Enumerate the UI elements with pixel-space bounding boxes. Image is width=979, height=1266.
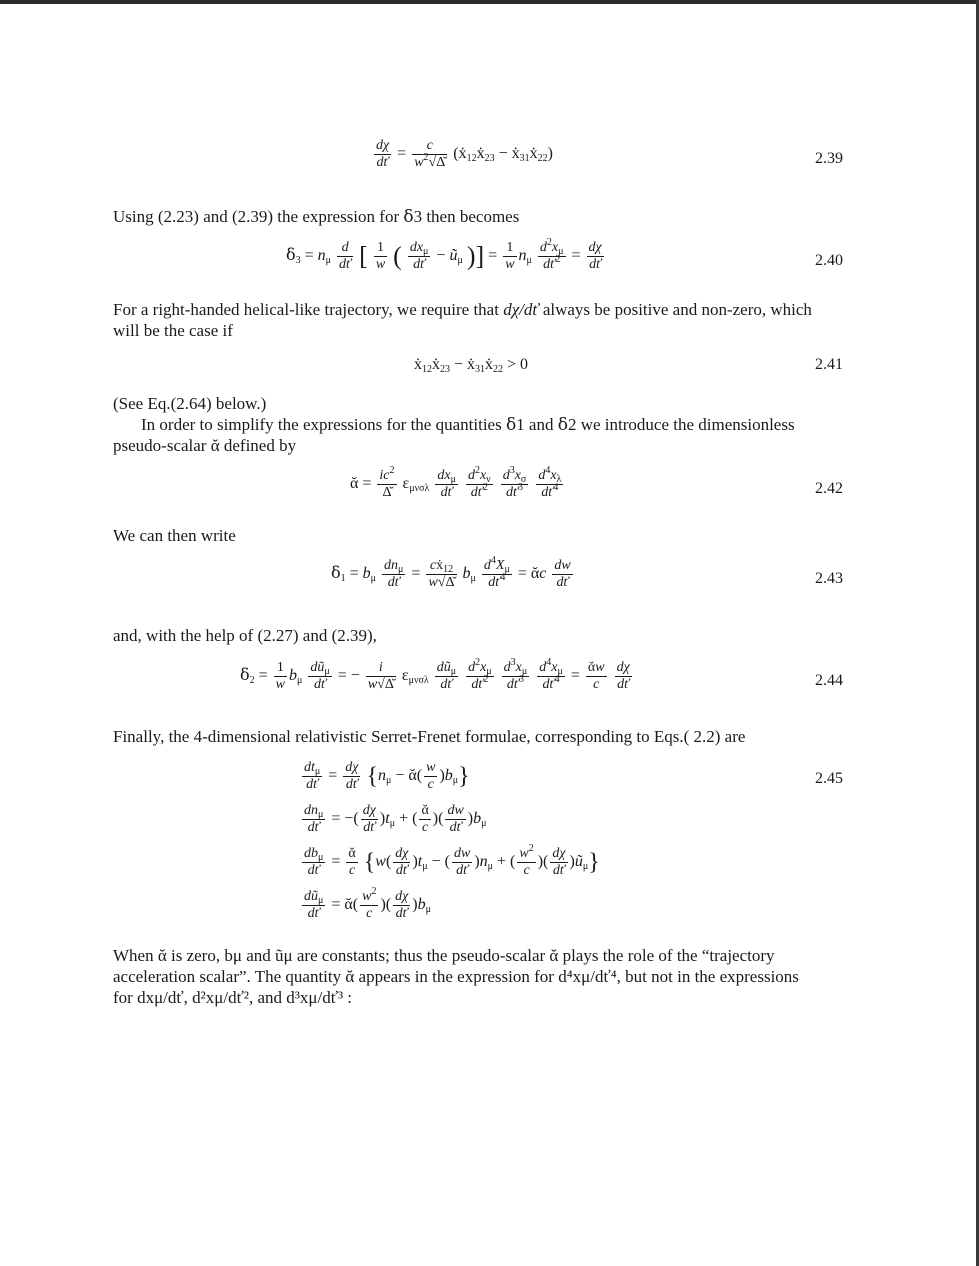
paragraph-using: Using (2.23) and (2.39) the expression for ẟ3 then becomes [113, 207, 520, 226]
paragraph-helical-line-1: For a right-handed helical-like trajectory, we require that dχ/dť always be positive and non-zero, which [113, 300, 812, 319]
paragraph-finally: Finally, the 4-dimensional relativistic Serret-Frenet formulae, corresponding to Eqs.( 2.2) are [113, 727, 746, 746]
equation-2-45-line-2: $\frac{dn_\mu}{dť}$ = −( $\frac{d\chi}{dť}$ )$t_\mu$ + ( $\frac{\text{ᾰ}}{c}$ )( $\frac{dw}{dť}$ )$b_\mu$ [304, 803, 487, 835]
paragraph-we-can: We can then write [113, 526, 236, 545]
paragraph-helical-line-2: will be the case if [113, 321, 233, 340]
paragraph-when-line-2: acceleration scalar”. The quantity ᾰ appears in the expression for d⁴xμ/dť⁴, but not in the expressions [113, 967, 799, 986]
paragraph-simplify-line-2: pseudo-scalar ᾰ defined by [113, 436, 297, 455]
equation-2-39: $\frac{d\chi}{dť}$ = $\frac{c}{w^2√\Deltă}$ (ẋ$_{12}$ẋ$_{23}$ − ẋ$_{31}$ẋ$_{22}$) [376, 138, 553, 170]
scan-top-edge [0, 0, 979, 4]
equation-number-2-42: 2.42 [815, 480, 843, 497]
equation-number-2-39: 2.39 [815, 150, 843, 167]
equation-number-2-45: 2.45 [815, 770, 843, 787]
equation-2-42: ᾰ = $\frac{ic^2}{\Deltă}$ $\varepsilon_{\mu\nu\sigma\lambda}$ $\frac{dx_\mu}{dť}$ $\frac{d^2x_\nu}{dť^2}$ $\frac{d^3x_\sigma}{dť^3}$ $\frac{d^4x_\lambda}{dť^4}$ [350, 465, 562, 500]
equation-number-2-44: 2.44 [815, 672, 843, 689]
paragraph-simplify-line-1: In order to simplify the expressions for the quantities ẟ1 and ẟ2 we introduce the dimensionless [141, 415, 795, 434]
equation-2-44: ẟ$_2$ = $\frac{1}{w}$ $b_\mu$ $\frac{dũ_\mu}{dť}$ = − $\frac{i}{w√\Deltă}$ $\varepsilon_{\mu\nu\sigma\lambda}$ $\frac{dũ_\mu}{dť}$ $\frac{d^2x_\mu}{dť^2}$ $\frac{d^3x_\mu}{dť^3}$ $\frac{d^4x_\mu}{dť^4}$ = $\frac{\text{ᾰw}}{c}$ $\frac{d\chi}{dť}$ [240, 657, 630, 692]
equation-2-45-line-4: $\frac{dũ_\mu}{dť}$ = ᾰ( $\frac{w^2}{c}$ )( $\frac{d\chi}{dť}$ )$b_\mu$ [304, 886, 431, 921]
helical-text-b: always be positive and non-zero, which [538, 300, 812, 319]
equation-2-41: ẋ$_{12}$ẋ$_{23}$ − ẋ$_{31}$ẋ$_{22}$ > 0 [414, 356, 529, 375]
paragraph-see-eq: (See Eq.(2.64) below.) [113, 394, 267, 413]
equation-2-43: ẟ$_1$ = $b_\mu$ $\frac{dn_\mu}{dť}$ = $\frac{cẋ_{12}}{w√\Deltă}$ $b_\mu$ $\frac{d^4X_\mu}{dť^4}$ = ᾰc $\frac{dw}{dť}$ [331, 555, 571, 590]
equation-number-2-43: 2.43 [815, 570, 843, 587]
equation-number-2-41: 2.41 [815, 356, 843, 373]
equation-2-45-line-3: $\frac{db_\mu}{dť}$ = $\frac{\text{ᾰ}}{c}$ {w( $\frac{d\chi}{dť}$ )$t_\mu$ − ( $\frac{dw}{dť}$ )$n_\mu$ + ( $\frac{w^2}{c}$ )( $\frac{d\chi}{dť}$ )$ũ_\mu$} [304, 843, 600, 878]
helical-text-a: For a right-handed helical-like trajectory, we require that [113, 300, 504, 319]
equation-2-40: ẟ$_3$ = $n_\mu$ $\frac{d}{dť}$ [ $\frac{1}{w}$ ( $\frac{dx_\mu}{dť}$ − $ũ_\mu$ )] = $\frac{1}{w}$ $n_\mu$ $\frac{d^2x_\mu}{dť^2}$ = $\frac{d\chi}{dť}$ [286, 237, 602, 272]
paragraph-when-line-3: for dxμ/dť, d²xμ/dť², and d³xμ/dť³ : [113, 988, 353, 1007]
paragraph-when-line-1: When ᾰ is zero, bμ and ũμ are constants; thus the pseudo-scalar ᾰ plays the role of the “trajectory [113, 946, 775, 965]
paragraph-with-help: and, with the help of (2.27) and (2.39), [113, 626, 377, 645]
equation-number-2-40: 2.40 [815, 252, 843, 269]
equation-2-45-line-1: $\frac{dt_\mu}{dť}$ = $\frac{d\chi}{dť}$ {$n_\mu$ − ᾰ( $\frac{w}{c}$ )$b_\mu$} [304, 760, 470, 792]
